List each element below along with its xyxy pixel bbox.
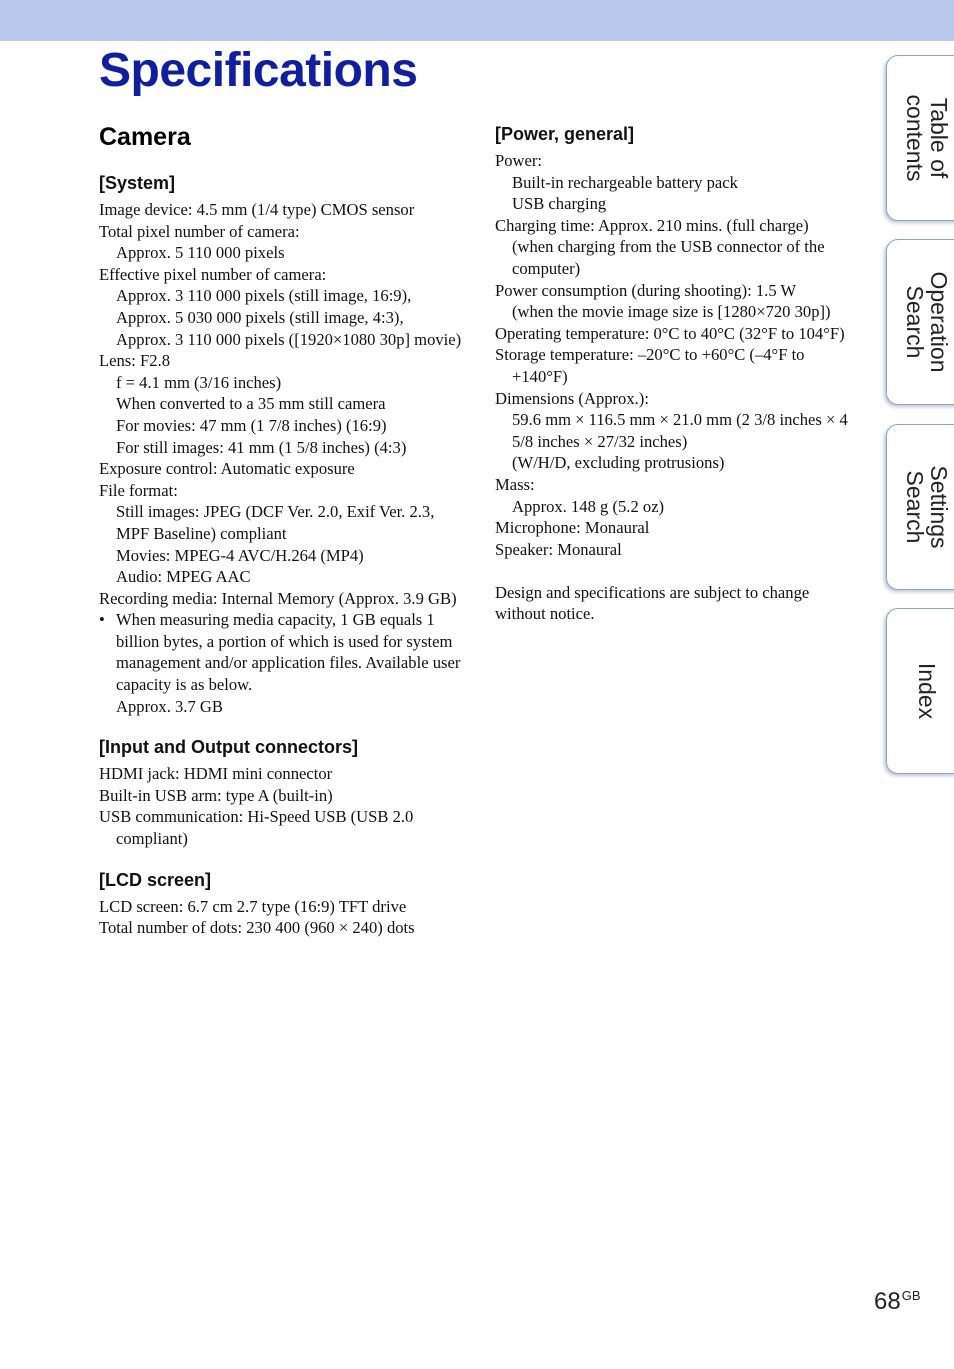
spec-line: Total pixel number of camera: (99, 221, 300, 241)
spec-line: Microphone: Monaural (495, 518, 650, 538)
spec-value: Audio: MPEG AAC (116, 567, 251, 587)
spec-line: Recording media: Internal Memory (Approx. 3.9 GB) (99, 588, 457, 608)
spec-line: Power: (495, 151, 543, 170)
spec-heading: [LCD screen] (99, 869, 212, 890)
spec-line: HDMI jack: HDMI mini connector (99, 764, 333, 784)
spec-value: f = 4.1 mm (3/16 inches) (116, 372, 282, 392)
page-number-value: 68 (874, 1288, 901, 1315)
spec-value: Approx. 3 110 000 pixels (still image, 16:9), (116, 286, 412, 306)
spec-heading: [System] (99, 173, 176, 193)
spec-line: Mass: (495, 474, 535, 494)
spec-line: Design and specifications are subject to change without notice. (495, 582, 810, 624)
tab-label (903, 465, 951, 548)
tab-label-line: Index (914, 662, 940, 720)
spec-line: Built-in USB arm: type A (built-in) (99, 785, 333, 805)
spec-value: Built-in rechargeable battery pack (512, 172, 738, 192)
bullet-mark: • (99, 610, 105, 630)
spec-heading: [Input and Output connectors] (99, 737, 358, 758)
spec-value: For still images: 41 mm (1 5/8 inches) (4:3) (116, 437, 407, 457)
spec-line: Charging time: Approx. 210 mins. (full charge) (495, 215, 809, 235)
tab-label-line: Operation (926, 271, 952, 373)
tab-label (903, 95, 951, 182)
spec-line: Lens: F2.8 (99, 351, 170, 371)
spec-value: USB charging (512, 194, 607, 214)
spec-line: Speaker: Monaural (495, 539, 622, 559)
tab-label-line: Settings (926, 465, 952, 549)
tab-index[interactable] (886, 608, 954, 774)
tab-table-of-contents[interactable] (886, 55, 954, 221)
spec-line: Power consumption (during shooting): 1.5 W (495, 280, 797, 300)
spec-heading: [Power, general] (495, 124, 635, 144)
spec-value: Movies: MPEG-4 AVC/H.264 (MP4) (116, 545, 364, 565)
spec-line: Storage temperature: –20°C to +60°C (–4°F to +140°F) (495, 345, 805, 386)
spec-line: File format: (99, 480, 178, 500)
page-number-suffix: GB (901, 1288, 921, 1303)
tab-label-line: contents (902, 94, 928, 182)
spec-value: (when charging from the USB connector of the computer) (512, 237, 825, 278)
spec-line: Effective pixel number of camera: (99, 264, 327, 284)
spec-value: (W/H/D, excluding protrusions) (512, 453, 725, 473)
tab-label (915, 663, 939, 719)
section-title: Camera (99, 123, 191, 151)
spec-value: Approx. 5 110 000 pixels (116, 243, 285, 263)
spec-bullet (99, 609, 464, 695)
tab-operation-search[interactable] (886, 239, 954, 405)
tab-label-line: Table of (926, 97, 952, 179)
tab-settings-search[interactable] (886, 424, 954, 590)
page-title: Specifications (99, 44, 418, 97)
spec-line: Operating temperature: 0°C to 40°C (32°F to 104°F) (495, 323, 845, 343)
spec-bullet-text: When measuring media capacity, 1 GB equals 1 billion bytes, a portion of which is used for system management and/or application files. Available user capacity is as below. (116, 610, 461, 695)
spec-value: Approx. 3.7 GB (116, 696, 223, 716)
spec-line: Total number of dots: 230 400 (960 × 240) dots (99, 918, 415, 938)
spec-value: 59.6 mm × 116.5 mm × 21.0 mm (2 3/8 inches × 4 5/8 inches × 27/32 inches) (512, 410, 848, 451)
tab-label-line: Search (902, 470, 928, 544)
spec-column-left (99, 169, 464, 939)
spec-value: Still images: JPEG (DCF Ver. 2.0, Exif Ver. 2.3, MPF Baseline) compliant (116, 502, 435, 543)
spec-line: Exposure control: Automatic exposure (99, 459, 355, 479)
spec-value: Approx. 148 g (5.2 oz) (512, 496, 665, 516)
spec-line: USB communication: Hi-Speed USB (USB 2.0 compliant) (99, 807, 414, 849)
spec-value: When converted to a 35 mm still camera (116, 394, 386, 414)
spec-value: Approx. 5 030 000 pixels (still image, 4:3), (116, 307, 404, 327)
tab-label-line: Search (902, 285, 928, 359)
header-bar (0, 0, 954, 41)
spacer (495, 560, 860, 582)
spec-line: Image device: 4.5 mm (1/4 type) CMOS sensor (99, 200, 415, 219)
spec-value: (when the movie image size is [1280×720 30p]) (512, 302, 831, 322)
tab-label (903, 271, 951, 372)
spec-line: Dimensions (Approx.): (495, 388, 649, 408)
spec-column-right (495, 120, 860, 625)
spec-value: Approx. 3 110 000 pixels ([1920×1080 30p] movie) (116, 329, 462, 349)
spec-value: For movies: 47 mm (1 7/8 inches) (16:9) (116, 415, 387, 435)
spec-line: LCD screen: 6.7 cm 2.7 type (16:9) TFT drive (99, 896, 407, 916)
page-number (874, 1288, 921, 1316)
